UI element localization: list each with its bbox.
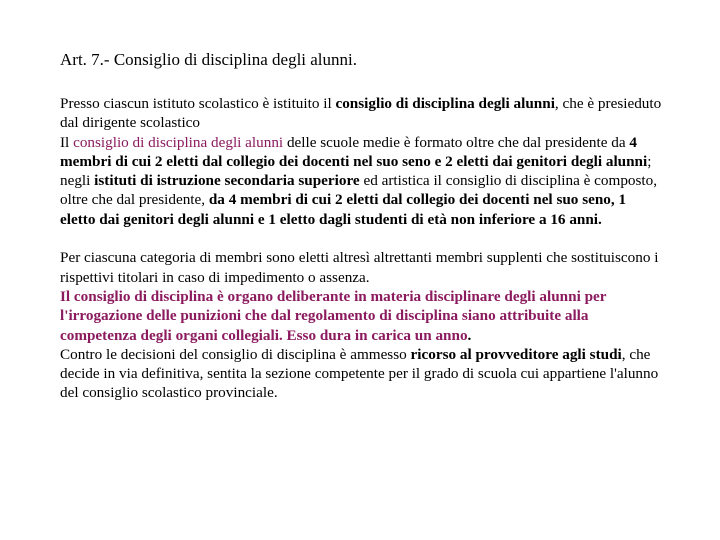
- text-segment-bold: istituti di istruzione secondaria superiore: [94, 172, 360, 190]
- text-segment-highlight-bold: Il consiglio di disciplina è organo deliberante in materia disciplinare degli alunni per l'irrogazione delle punizioni che dal regolamento di disciplina siano attribuite alla competenza degli organi collegiali. Esso dura in carica un anno: [60, 287, 607, 344]
- text-segment: Contro le decisioni del consiglio di disciplina è ammesso: [60, 345, 411, 363]
- paragraph-appeal: [60, 345, 665, 403]
- paragraph-deliberation: [60, 287, 665, 345]
- text-segment: delle scuole medie è formato oltre che dal presidente da: [283, 133, 630, 151]
- text-segment-bold: .: [467, 326, 472, 344]
- paragraph-substitutes: [60, 248, 665, 287]
- text-segment: ed artistica il consiglio di disciplina è composto, oltre che dal presidente,: [60, 172, 658, 209]
- text-segment: Per ciascuna categoria di membri sono eletti altresì altrettanti membri supplenti che sostituiscono i rispettivi titolari in caso di impedimento o assenza.: [60, 249, 659, 286]
- slide: [60, 0, 665, 540]
- article-title: Art. 7.- Consiglio di disciplina degli alunni.: [60, 50, 358, 69]
- text-segment: , che è presieduto dal dirigente scolastico: [60, 95, 662, 132]
- text-segment-bold: da 4 membri di cui 2 eletti dal collegio dei docenti nel suo seno, 1 eletto dai genitori degli alunni e 1 eletto dagli studenti di età non inferiore a 16 anni.: [60, 191, 627, 228]
- text-segment-bold: ricorso al provveditore agli studi: [410, 345, 622, 363]
- paragraph-institution: [60, 94, 665, 133]
- paragraph-gap: [60, 229, 665, 248]
- text-segment-highlight: consiglio di disciplina degli alunni: [73, 133, 284, 151]
- text-segment: Presso ciascun istituto scolastico è istituito il: [60, 95, 336, 112]
- text-segment: Il: [60, 133, 74, 151]
- text-segment: ; negli: [60, 152, 652, 190]
- text-segment-bold: consiglio di disciplina degli alunni: [335, 95, 555, 112]
- text-segment-bold: 4 membri di cui 2 eletti dal collegio dei docenti nel suo seno e 2 eletti dai genitori degli alunni: [60, 133, 648, 170]
- article-body: [60, 94, 665, 403]
- text-segment: , che decide in via definitiva, sentita la sezione competente per il grado di scuola cui appartiene l'alunno del consiglio scolastico provinciale.: [60, 345, 659, 402]
- paragraph-composition: [60, 133, 665, 229]
